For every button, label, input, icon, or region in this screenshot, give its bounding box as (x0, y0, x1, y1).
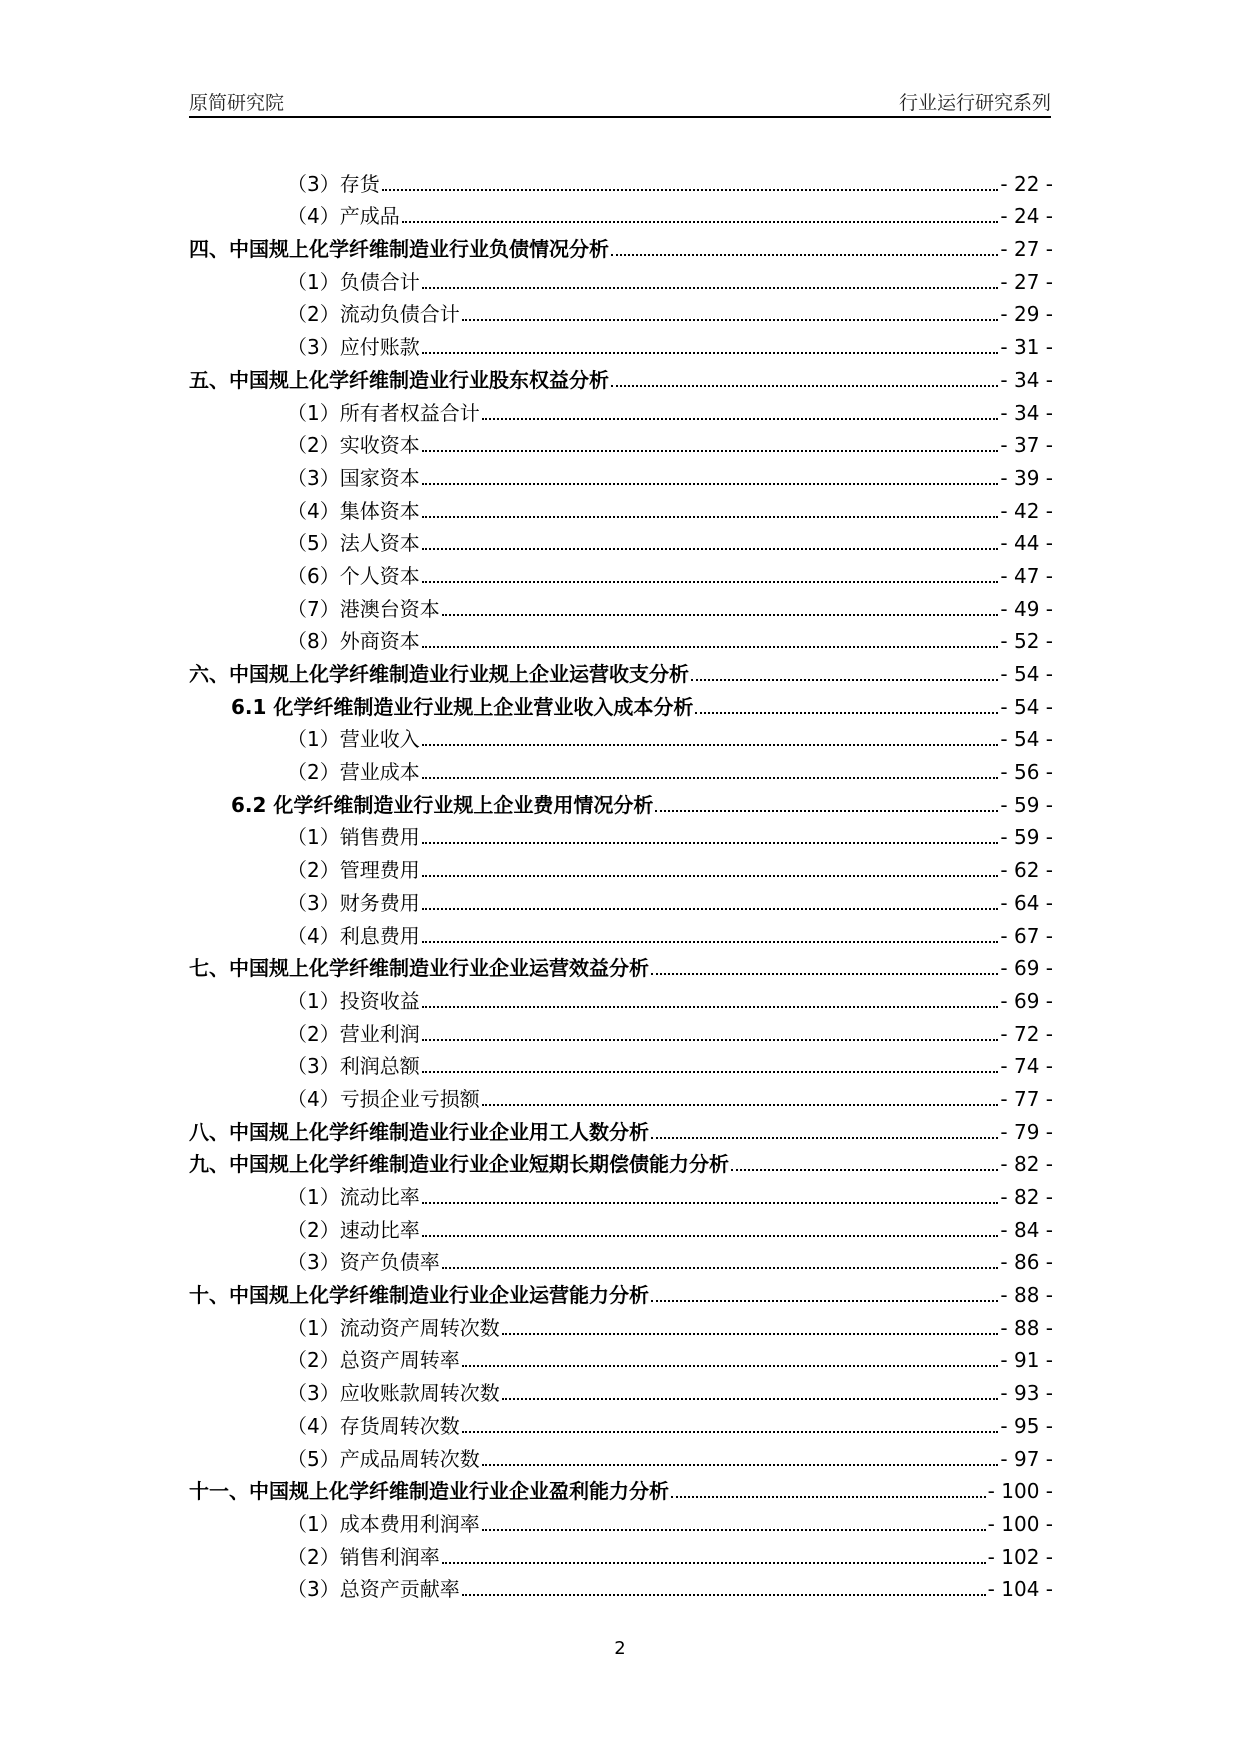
toc-entry[interactable] (189, 686, 1053, 719)
toc-entry[interactable] (189, 228, 1053, 261)
toc-entry-page: - 93 - (1000, 1381, 1053, 1406)
toc-entry-title: （3）资产负债率 (287, 1250, 440, 1275)
toc-dot-leader (671, 1496, 986, 1498)
toc-entry[interactable] (189, 588, 1053, 621)
toc-entry[interactable] (189, 784, 1053, 817)
toc-dot-leader (422, 941, 999, 943)
toc-entry-title: （2）管理费用 (287, 858, 420, 883)
toc-entry-title: （3）存货 (287, 171, 380, 196)
toc-entry-page: - 39 - (1000, 465, 1053, 490)
toc-dot-leader (442, 1267, 999, 1269)
toc-entry-title: 四、中国规上化学纤维制造业行业负债情况分析 (189, 237, 609, 262)
toc-dot-leader (611, 254, 998, 256)
toc-entry[interactable] (189, 555, 1053, 588)
toc-entry[interactable] (189, 523, 1053, 556)
toc-entry-page: - 104 - (987, 1577, 1053, 1602)
toc-entry-title: （4）存货周转次数 (287, 1413, 460, 1438)
toc-entry-page: - 34 - (1000, 400, 1053, 425)
toc-entry-title: （1）流动资产周转次数 (287, 1315, 500, 1340)
toc-entry[interactable] (189, 425, 1053, 458)
toc-entry[interactable] (189, 1176, 1053, 1209)
toc-entry-title: （2）实收资本 (287, 433, 420, 458)
toc-entry-title: （2）营业利润 (287, 1021, 420, 1046)
page-header (189, 86, 1051, 118)
toc-entry-page: - 74 - (1000, 1054, 1053, 1079)
toc-entry-page: - 79 - (1000, 1119, 1053, 1144)
toc-dot-leader (482, 1464, 999, 1466)
toc-entry-title: （2）速动比率 (287, 1217, 420, 1242)
toc-entry[interactable] (189, 196, 1053, 229)
toc-entry-title: （4）产成品 (287, 204, 400, 229)
toc-entry[interactable] (189, 849, 1053, 882)
toc-dot-leader (482, 418, 999, 420)
toc-entry[interactable] (189, 1471, 1053, 1504)
toc-entry-page: - 69 - (1000, 956, 1053, 981)
toc-entry[interactable] (189, 915, 1053, 948)
toc-entry[interactable] (189, 1307, 1053, 1340)
toc-entry-title: （3）应付账款 (287, 335, 420, 360)
toc-dot-leader (422, 352, 999, 354)
toc-entry-page: - 84 - (1000, 1217, 1053, 1242)
toc-dot-leader (422, 548, 999, 550)
toc-entry-page: - 77 - (1000, 1086, 1053, 1111)
toc-entry[interactable] (189, 1209, 1053, 1242)
toc-entry-title: （2）流动负债合计 (287, 302, 460, 327)
toc-entry-title: （2）总资产周转率 (287, 1348, 460, 1373)
toc-entry-page: - 27 - (1000, 237, 1053, 262)
toc-entry-title: 6.1 化学纤维制造业行业规上企业营业收入成本分析 (231, 694, 694, 719)
toc-dot-leader (422, 908, 999, 910)
toc-dot-leader (442, 1562, 986, 1564)
toc-entry-title: 6.2 化学纤维制造业行业规上企业费用情况分析 (231, 792, 654, 817)
toc-entry-page: - 44 - (1000, 531, 1053, 556)
toc-entry[interactable] (189, 948, 1053, 981)
toc-dot-leader (422, 516, 999, 518)
toc-entry-page: - 34 - (1000, 367, 1053, 392)
toc-entry-title: 十、中国规上化学纤维制造业行业企业运营能力分析 (189, 1283, 649, 1308)
toc-entry[interactable] (189, 1569, 1053, 1602)
toc-dot-leader (502, 1333, 999, 1335)
toc-entry[interactable] (189, 751, 1053, 784)
toc-entry[interactable] (189, 1242, 1053, 1275)
toc-entry[interactable] (189, 1340, 1053, 1373)
toc-entry-title: 十一、中国规上化学纤维制造业行业企业盈利能力分析 (189, 1479, 669, 1504)
toc-dot-leader (462, 319, 999, 321)
toc-entry-page: - 54 - (1000, 727, 1053, 752)
toc-entry-title: （1）投资收益 (287, 988, 420, 1013)
toc-entry-page: - 64 - (1000, 890, 1053, 915)
toc-entry-page: - 42 - (1000, 498, 1053, 523)
toc-dot-leader (611, 385, 998, 387)
toc-entry-page: - 49 - (1000, 596, 1053, 621)
toc-entry-page: - 88 - (1000, 1283, 1053, 1308)
toc-entry-page: - 56 - (1000, 760, 1053, 785)
toc-dot-leader (402, 221, 999, 223)
toc-entry-title: （4）利息费用 (287, 923, 420, 948)
toc-entry[interactable] (189, 653, 1053, 686)
toc-entry[interactable] (189, 882, 1053, 915)
toc-dot-leader (651, 1300, 998, 1302)
toc-entry-title: （6）个人资本 (287, 563, 420, 588)
toc-dot-leader (462, 1594, 986, 1596)
toc-entry[interactable] (189, 294, 1053, 327)
toc-entry-page: - 95 - (1000, 1413, 1053, 1438)
toc-entry-page: - 72 - (1000, 1021, 1053, 1046)
toc-entry-title: （4）集体资本 (287, 498, 420, 523)
toc-entry[interactable] (189, 1046, 1053, 1079)
toc-entry-page: - 62 - (1000, 858, 1053, 883)
toc-entry-page: - 100 - (987, 1511, 1053, 1536)
toc-entry-page: - 37 - (1000, 433, 1053, 458)
toc-dot-leader (422, 450, 999, 452)
toc-entry-page: - 29 - (1000, 302, 1053, 327)
toc-dot-leader (482, 1104, 999, 1106)
toc-entry-page: - 24 - (1000, 204, 1053, 229)
toc-entry-page: - 86 - (1000, 1250, 1053, 1275)
toc-entry[interactable] (189, 1438, 1053, 1471)
toc-entry-page: - 97 - (1000, 1446, 1053, 1471)
toc-dot-leader (422, 744, 999, 746)
toc-dot-leader (695, 712, 998, 714)
toc-entry-page: - 88 - (1000, 1315, 1053, 1340)
toc-entry-title: 八、中国规上化学纤维制造业行业企业用工人数分析 (189, 1119, 649, 1144)
toc-entry[interactable] (189, 1111, 1053, 1144)
toc-entry[interactable] (189, 621, 1053, 654)
toc-entry[interactable] (189, 490, 1053, 523)
toc-entry-page: - 59 - (1000, 792, 1053, 817)
toc-entry-page: - 22 - (1000, 171, 1053, 196)
toc-dot-leader (422, 287, 999, 289)
toc-entry-page: - 54 - (1000, 694, 1053, 719)
toc-entry-page: - 102 - (987, 1544, 1053, 1569)
toc-entry-page: - 69 - (1000, 988, 1053, 1013)
toc-entry-page: - 82 - (1000, 1152, 1053, 1177)
toc-entry-title: （2）营业成本 (287, 760, 420, 785)
toc-entry-title: 七、中国规上化学纤维制造业行业企业运营效益分析 (189, 956, 649, 981)
toc-entry[interactable] (189, 1536, 1053, 1569)
toc-dot-leader (462, 1365, 999, 1367)
toc-dot-leader (422, 1071, 999, 1073)
header-series-title: 行业运行研究系列 (898, 92, 1051, 114)
toc-dot-leader (422, 842, 999, 844)
toc-entry-title: （1）负债合计 (287, 269, 420, 294)
header-organization: 原简研究院 (189, 92, 285, 114)
toc-entry-page: - 31 - (1000, 335, 1053, 360)
toc-entry-title: （3）利润总额 (287, 1054, 420, 1079)
toc-entry-title: （3）总资产贡献率 (287, 1577, 460, 1602)
table-of-contents (189, 163, 1053, 1601)
toc-entry-page: - 82 - (1000, 1185, 1053, 1209)
toc-dot-leader (691, 679, 998, 681)
toc-entry-page: - 54 - (1000, 662, 1053, 686)
toc-entry[interactable] (189, 457, 1053, 490)
toc-entry-title: （2）销售利润率 (287, 1544, 440, 1569)
toc-dot-leader (651, 973, 998, 975)
toc-dot-leader (422, 1039, 999, 1041)
toc-entry-page: - 91 - (1000, 1348, 1053, 1373)
toc-dot-leader (422, 1202, 999, 1204)
page-number: 2 (614, 1638, 626, 1659)
toc-dot-leader (422, 1235, 999, 1237)
toc-entry-title: （8）外商资本 (287, 629, 420, 654)
toc-entry[interactable] (189, 1405, 1053, 1438)
toc-dot-leader (422, 875, 999, 877)
toc-entry-title: 五、中国规上化学纤维制造业行业股东权益分析 (189, 367, 609, 392)
toc-entry[interactable] (189, 1144, 1053, 1177)
toc-entry[interactable] (189, 1503, 1053, 1536)
toc-entry-title: 六、中国规上化学纤维制造业行业规上企业运营收支分析 (189, 662, 689, 686)
toc-entry-title: （5）法人资本 (287, 531, 420, 556)
toc-dot-leader (655, 810, 998, 812)
toc-entry-page: - 67 - (1000, 923, 1053, 948)
toc-entry-page: - 59 - (1000, 825, 1053, 850)
toc-entry[interactable] (189, 817, 1053, 850)
toc-entry[interactable] (189, 1274, 1053, 1307)
toc-entry-title: （1）成本费用利润率 (287, 1511, 480, 1536)
toc-entry[interactable] (189, 719, 1053, 752)
toc-entry-title: （1）流动比率 (287, 1185, 420, 1209)
toc-entry[interactable] (189, 1372, 1053, 1405)
toc-dot-leader (442, 614, 999, 616)
toc-entry[interactable] (189, 326, 1053, 359)
toc-entry-page: - 100 - (987, 1479, 1053, 1504)
toc-entry-title: （5）产成品周转次数 (287, 1446, 480, 1471)
toc-entry-title: （3）财务费用 (287, 890, 420, 915)
toc-dot-leader (502, 1398, 999, 1400)
toc-dot-leader (482, 1529, 986, 1531)
toc-dot-leader (731, 1169, 998, 1171)
toc-entry-page: - 47 - (1000, 563, 1053, 588)
toc-dot-leader (422, 581, 999, 583)
toc-entry-page: - 27 - (1000, 269, 1053, 294)
toc-dot-leader (651, 1137, 998, 1139)
toc-entry-title: 九、中国规上化学纤维制造业行业企业短期长期偿债能力分析 (189, 1152, 729, 1177)
toc-entry[interactable] (189, 392, 1053, 425)
toc-entry[interactable] (189, 359, 1053, 392)
toc-entry-title: （4）亏损企业亏损额 (287, 1086, 480, 1111)
toc-entry[interactable] (189, 1078, 1053, 1111)
toc-dot-leader (422, 777, 999, 779)
toc-entry-title: （1）所有者权益合计 (287, 400, 480, 425)
toc-entry-title: （7）港澳台资本 (287, 596, 440, 621)
toc-entry-title: （3）国家资本 (287, 465, 420, 490)
toc-entry[interactable] (189, 261, 1053, 294)
toc-dot-leader (422, 1006, 999, 1008)
toc-entry[interactable] (189, 163, 1053, 196)
toc-dot-leader (462, 1431, 999, 1433)
toc-entry-title: （1）营业收入 (287, 727, 420, 752)
toc-dot-leader (422, 646, 999, 648)
toc-entry[interactable] (189, 980, 1053, 1013)
toc-entry-title: （3）应收账款周转次数 (287, 1381, 500, 1406)
toc-dot-leader (422, 483, 999, 485)
toc-dot-leader (382, 189, 999, 191)
toc-entry-page: - 52 - (1000, 629, 1053, 654)
toc-entry-title: （1）销售费用 (287, 825, 420, 850)
toc-entry[interactable] (189, 1013, 1053, 1046)
